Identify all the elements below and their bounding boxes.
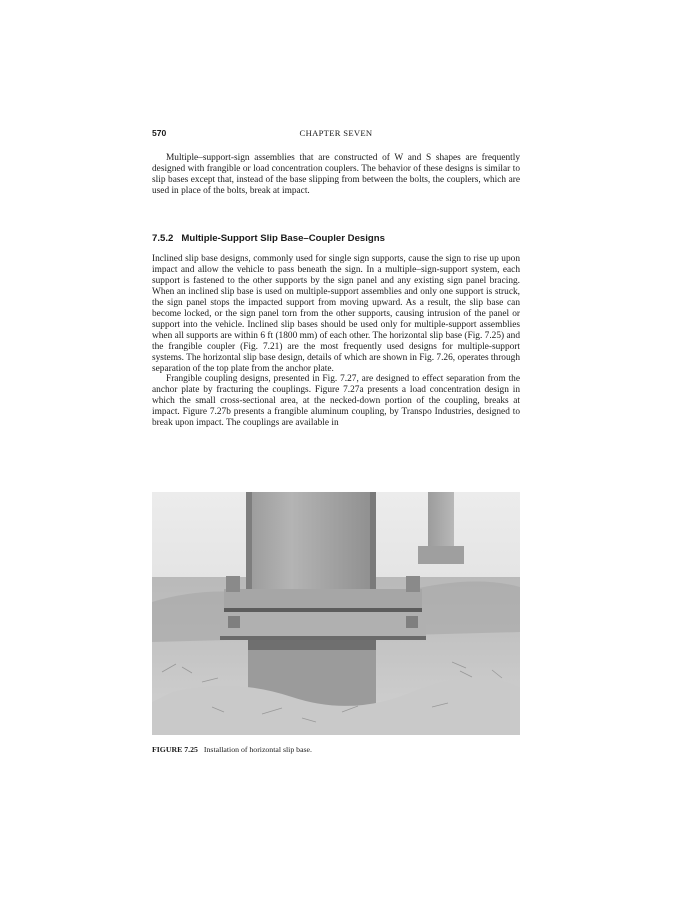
intro-paragraph-block: [152, 153, 520, 197]
slip-base-photo: [152, 492, 520, 735]
running-head: [152, 128, 520, 142]
figure-caption: [152, 745, 520, 754]
body-paragraph: Inclined slip base designs, commonly used for single sign supports, cause the sign to rise up upon impact and allow the vehicle to pass beneath the sign. In a multiple–sign-support system, each support is fastened to the other supports by the sign panel and any existing sign panel bracing. When an inclined slip base is used on multiple-support assemblies and only one support is struck, the sign panel stops the impacted support from moving upward. As a result, the slip base can become locked, or the sign panel torn from the other supports, causing intrusion of the panel or support into the vehicle. Inclined slip bases should be used only for multiple-support assemblies when all supports are within 6 ft (1800 mm) of each other. The horizontal slip base (Fig. 7.25) and the frangible coupler (Fig. 7.21) are the most frequently used designs for multiple-support systems. The horizontal slip base design, details of which are shown in Fig. 7.26, operates through separation of the top plate from the anchor plate.: [152, 254, 520, 374]
figure-label: FIGURE 7.25: [152, 745, 198, 754]
chapter-title: CHAPTER SEVEN: [299, 128, 373, 138]
intro-paragraph: Multiple–support-sign assemblies that are constructed of W and S shapes are frequently designed with frangible or load concentration couplers. The behavior of these designs is similar to slip bases except that, instead of the base slipping from between the bolts, the couplers, which are used in place of the bolts, break at impact.: [152, 153, 520, 196]
section-body: [152, 254, 520, 429]
figure-caption-text: Installation of horizontal slip base.: [203, 745, 312, 754]
section-heading: [152, 233, 520, 244]
section-title: Multiple-Support Slip Base–Coupler Designs: [181, 233, 385, 244]
figure-photo-slip-base: [152, 492, 520, 735]
page-number: 570: [152, 128, 167, 138]
body-paragraph: Frangible coupling designs, presented in Fig. 7.27, are designed to effect separation from the anchor plate by fracturing the couplings. Figure 7.27a presents a load concentration design in which the small cross-sectional area, at the necked-down portion of the coupling, breaks at impact. Figure 7.27b presents a frangible aluminum coupling, by Transpo Industries, designed to break upon impact. The couplings are available in: [152, 374, 520, 429]
section-number: 7.5.2: [152, 233, 174, 244]
